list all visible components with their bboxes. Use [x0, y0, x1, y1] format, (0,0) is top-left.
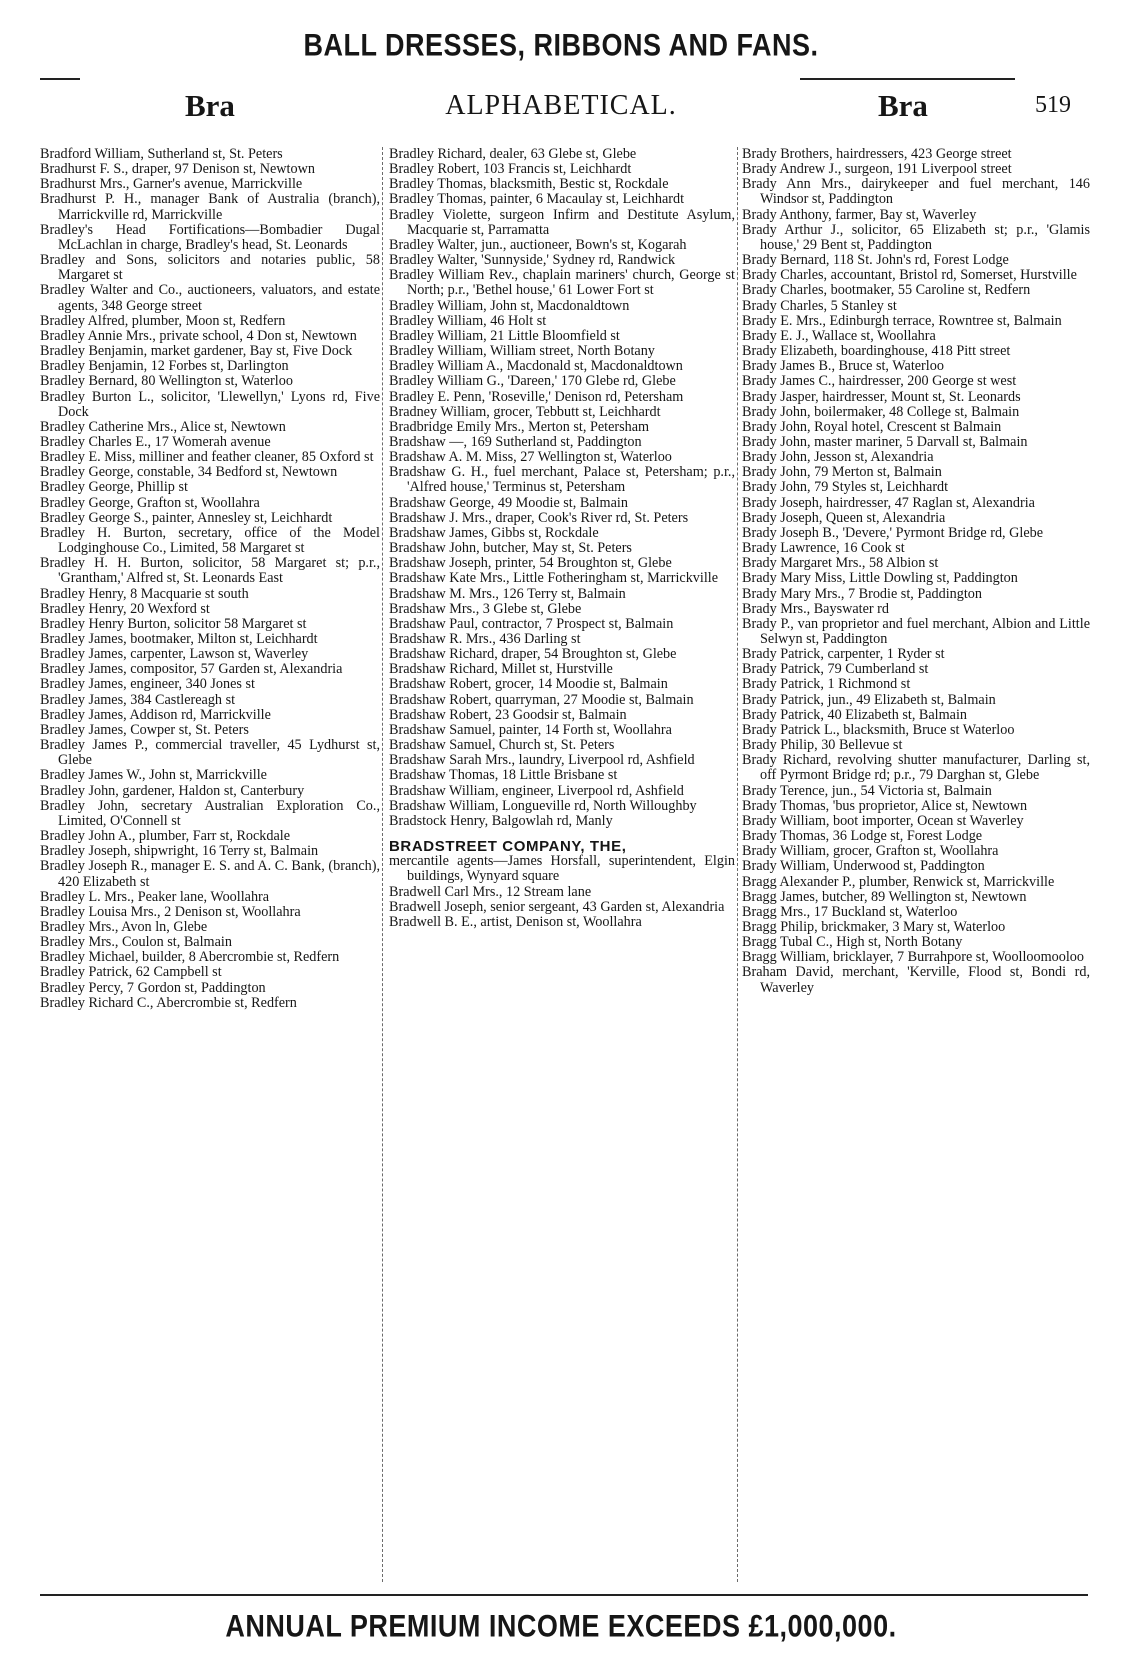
directory-entry: Bradley L. Mrs., Peaker lane, Woollahra	[40, 888, 270, 905]
directory-entry: Bradley Benjamin, 12 Forbes st, Darlington	[40, 358, 289, 375]
directory-entry: Brady William, grocer, Grafton st, Woollahra	[742, 843, 999, 860]
directory-entry: Brady Margaret Mrs., 58 Albion st	[742, 555, 939, 572]
directory-entry: Bradley Michael, builder, 8 Abercrombie st, Redfern	[40, 949, 340, 966]
directory-entry: Bradshaw William, Longueville rd, North Willoughby	[389, 797, 697, 814]
directory-entry: Bradley Walter and Co., auctioneers, valuators, and estate agents, 348 George street	[40, 282, 380, 314]
directory-entry: Brady John, Jesson st, Alexandria	[742, 449, 934, 466]
directory-entry: Bradley Richard, dealer, 63 Glebe st, Glebe	[389, 146, 637, 162]
directory-entry: Brady Brothers, hairdressers, 423 George street	[742, 146, 1012, 162]
directory-entry: Brady Jasper, hairdresser, Mount st, St. Leonards	[742, 388, 1021, 405]
directory-entry: Brady Anthony, farmer, Bay st, Waverley	[742, 206, 977, 223]
directory-entry: Brady Patrick, 40 Elizabeth st, Balmain	[742, 706, 967, 723]
directory-entry: Bradley Percy, 7 Gordon st, Paddington	[40, 979, 266, 996]
directory-entry: Bradbridge Emily Mrs., Merton st, Petersham	[389, 418, 650, 435]
directory-entry: Bragg Alexander P., plumber, Renwick st, Marrickville	[742, 873, 1055, 890]
directory-entry: Bradley James, bootmaker, Milton st, Leichhardt	[40, 631, 318, 647]
directory-entry: Bradwell Carl Mrs., 12 Stream lane	[389, 883, 592, 900]
directory-entry: Bradshaw G. H., fuel merchant, Palace st, Petersham; p.r., 'Alfred house,' Terminus st, Petersham	[389, 464, 735, 496]
directory-entry: Bradley James, 384 Castlereagh st	[40, 691, 236, 708]
directory-entry: Brady Mrs., Bayswater rd	[742, 600, 889, 617]
directory-entry: Bragg William, bricklayer, 7 Burrahpore st, Woolloomooloo	[742, 949, 1084, 966]
directory-entry: Bradley Richard C., Abercrombie st, Redfern	[40, 994, 297, 1011]
directory-entry: mercantile agents—James Horsfall, superintendent, Elgin buildings, Wynyard square	[389, 853, 735, 885]
directory-entry: Bradshaw John, butcher, May st, St. Peters	[389, 540, 632, 557]
directory-entry: Bradshaw Samuel, painter, 14 Forth st, Woollahra	[389, 721, 672, 738]
directory-entry: Bradley's Head Fortifications—Bombadier Dugal McLachlan in charge, Bradley's head, St. Leonards	[40, 221, 380, 253]
directory-entry: Bragg Tubal C., High st, North Botany	[742, 934, 963, 951]
directory-entry: Brady Joseph B., 'Devere,' Pyrmont Bridge rd, Glebe	[742, 524, 1044, 541]
directory-entry: Brady Elizabeth, boardinghouse, 418 Pitt street	[742, 343, 1011, 360]
directory-entry: Bradley George S., painter, Annesley st, Leichhardt	[40, 509, 333, 526]
directory-entry: Bradford William, Sutherland st, St. Peters	[40, 146, 283, 162]
directory-column-2	[389, 147, 735, 930]
directory-entry: Bradley William, 46 Holt st	[389, 312, 547, 329]
directory-entry: Bradshaw Kate Mrs., Little Fotheringham st, Marrickville	[389, 570, 719, 587]
directory-entry: Bradshaw Robert, quarryman, 27 Moodie st, Balmain	[389, 691, 694, 708]
directory-entry: Bradley Annie Mrs., private school, 4 Don st, Newtown	[40, 327, 357, 344]
directory-entry: Bradshaw Richard, Millet st, Hurstville	[389, 661, 613, 678]
directory-entry: Brady Ann Mrs., dairykeeper and fuel merchant, 146 Windsor st, Paddington	[742, 176, 1090, 208]
directory-entry: Brady E. Mrs., Edinburgh terrace, Rowntree st, Balmain	[742, 312, 1062, 329]
directory-entry: Bradley and Sons, solicitors and notaries public, 58 Margaret st	[40, 252, 380, 284]
directory-entry: Brady John, boilermaker, 48 College st, Balmain	[742, 403, 1020, 420]
column-divider-1	[382, 147, 383, 1582]
header-rule-left	[40, 78, 80, 80]
directory-entry: Bradshaw Sarah Mrs., laundry, Liverpool rd, Ashfield	[389, 752, 695, 769]
directory-entry: Braham David, merchant, 'Kerville, Flood st, Bondi rd, Waverley	[742, 964, 1090, 996]
directory-entry: Bradley William, John st, Macdonaldtown	[389, 297, 630, 314]
directory-entry: Brady Joseph, Queen st, Alexandria	[742, 509, 946, 526]
directory-entry: Bradshaw George, 49 Moodie st, Balmain	[389, 494, 628, 511]
directory-entry: Bradley John A., plumber, Farr st, Rockdale	[40, 828, 291, 845]
directory-entry: Bradley Violette, surgeon Infirm and Destitute Asylum, Macquarie st, Parramatta	[389, 206, 735, 238]
directory-entry: Bradhurst F. S., draper, 97 Denison st, Newtown	[40, 161, 315, 178]
directory-entry: Brady Patrick L., blacksmith, Bruce st Waterloo	[742, 721, 1015, 738]
directory-entry: Bradley Thomas, painter, 6 Macaulay st, Leichhardt	[389, 191, 685, 208]
directory-entry: Brady Joseph, hairdresser, 47 Raglan st, Alexandria	[742, 494, 1035, 511]
directory-entry: Bradley Henry Burton, solicitor 58 Margaret st	[40, 615, 307, 632]
directory-entry: Brady Patrick, 1 Richmond st	[742, 676, 911, 693]
directory-entry: Bradley Catherine Mrs., Alice st, Newtown	[40, 418, 286, 435]
directory-entry: Bradshaw Robert, 23 Goodsir st, Balmain	[389, 706, 627, 723]
directory-entry: Bradshaw William, engineer, Liverpool rd, Ashfield	[389, 782, 684, 799]
directory-column-1	[40, 147, 380, 1011]
directory-entry: Bradshaw J. Mrs., draper, Cook's River rd, St. Peters	[389, 509, 689, 526]
directory-entry: Bradshaw James, Gibbs st, Rockdale	[389, 524, 599, 541]
directory-entry: Brady Philip, 30 Bellevue st	[742, 737, 903, 754]
directory-entry: Bradley E. Miss, milliner and feather cleaner, 85 Oxford st	[40, 449, 374, 466]
directory-entry: Bradwell B. E., artist, Denison st, Woollahra	[389, 913, 642, 930]
header-title: ALPHABETICAL.	[445, 90, 677, 121]
top-advertisement-banner: BALL DRESSES, RIBBONS AND FANS.	[303, 27, 819, 63]
directory-entry: Bradstock Henry, Balgowlah rd, Manly	[389, 812, 613, 829]
directory-entry: Bradley George, Phillip st	[40, 479, 188, 496]
directory-entry: Bradley Joseph R., manager E. S. and A. C. Bank, (branch), 420 Elizabeth st	[40, 858, 380, 890]
directory-entry: Bradley Mrs., Coulon st, Balmain	[40, 934, 232, 951]
directory-entry: Brady Patrick, 79 Cumberland st	[742, 661, 929, 678]
directory-entry: Bradley Walter, 'Sunnyside,' Sydney rd, Randwick	[389, 252, 676, 269]
directory-entry: Brady William, Underwood st, Paddington	[742, 858, 985, 875]
directory-entry: Brady Arthur J., solicitor, 65 Elizabeth st; p.r., 'Glamis house,' 29 Bent st, Paddington	[742, 221, 1090, 253]
page-number: 519	[1035, 92, 1071, 118]
directory-entry: Bradley Mrs., Avon ln, Glebe	[40, 918, 208, 935]
directory-entry: Bradley Bernard, 80 Wellington st, Waterloo	[40, 373, 293, 390]
directory-entry: Brady Mary Miss, Little Dowling st, Paddington	[742, 570, 1018, 587]
directory-entry: Bradley James P., commercial traveller, 45 Lydhurst st, Glebe	[40, 737, 380, 769]
directory-entry: Bradley George, constable, 34 Bedford st, Newtown	[40, 464, 338, 481]
directory-entry: Bradshaw Thomas, 18 Little Brisbane st	[389, 767, 618, 784]
directory-entry: Brady Charles, bootmaker, 55 Caroline st, Redfern	[742, 282, 1031, 299]
directory-entry: Bradley John, gardener, Haldon st, Canterbury	[40, 782, 305, 799]
directory-entry: Bradley John, secretary Australian Exploration Co., Limited, O'Connell st	[40, 797, 380, 829]
directory-entry: Bradhurst Mrs., Garner's avenue, Marrickville	[40, 176, 303, 193]
directory-entry: Bradshaw M. Mrs., 126 Terry st, Balmain	[389, 585, 626, 602]
directory-entry: Bragg James, butcher, 89 Wellington st, Newtown	[742, 888, 1027, 905]
directory-entry: Bradley Robert, 103 Francis st, Leichhardt	[389, 161, 632, 178]
directory-entry: Bradley George, Grafton st, Woollahra	[40, 494, 260, 511]
directory-entry: Bradley H. Burton, secretary, office of the Model Lodginghouse Co., Limited, 58 Margaret st	[40, 524, 380, 557]
directory-entry: Bradley Henry, 20 Wexford st	[40, 600, 210, 617]
directory-entry: Bradley Patrick, 62 Campbell st	[40, 964, 222, 981]
directory-entry: Brady E. J., Wallace st, Woollahra	[742, 327, 936, 344]
directory-entry: Brady Mary Mrs., 7 Brodie st, Paddington	[742, 585, 982, 602]
directory-entry: Brady James B., Bruce st, Waterloo	[742, 358, 944, 375]
directory-column-3	[742, 147, 1090, 996]
directory-entry: Bradley Burton L., solicitor, 'Llewellyn,' Lyons rd, Five Dock	[40, 388, 380, 420]
directory-entry: Bradley James, Cowper st, St. Peters	[40, 721, 249, 738]
directory-entry: Bradshaw A. M. Miss, 27 Wellington st, Waterloo	[389, 449, 672, 466]
directory-entry: Brady Charles, accountant, Bristol rd, Somerset, Hurstville	[742, 267, 1077, 284]
directory-entry: Bradley Thomas, blacksmith, Bestic st, Rockdale	[389, 176, 669, 193]
directory-entry: Brady Patrick, jun., 49 Elizabeth st, Balmain	[742, 691, 996, 708]
directory-entry: Bradley William, William street, North Botany	[389, 343, 655, 360]
column-divider-2	[737, 147, 738, 1582]
directory-entry: Brady Thomas, 'bus proprietor, Alice st, Newtown	[742, 797, 1028, 814]
directory-entry: Bradley Alfred, plumber, Moon st, Redfern	[40, 312, 286, 329]
header-rule-right	[800, 78, 1015, 80]
directory-entry: Brady Bernard, 118 St. John's rd, Forest Lodge	[742, 252, 1009, 269]
header-left-guide-word: Bra	[185, 88, 235, 123]
directory-entry: Bradley Charles E., 17 Womerah avenue	[40, 433, 271, 450]
directory-entry: Bradley James W., John st, Marrickville	[40, 767, 267, 784]
directory-entry: Bradney William, grocer, Tebbutt st, Leichhardt	[389, 403, 661, 420]
directory-entry: Bradwell Joseph, senior sergeant, 43 Garden st, Alexandria	[389, 898, 725, 915]
directory-entry: Brady John, master mariner, 5 Darvall st, Balmain	[742, 433, 1028, 450]
directory-entry: Brady John, 79 Styles st, Leichhardt	[742, 479, 949, 496]
directory-entry: Bradshaw Robert, grocer, 14 Moodie st, Balmain	[389, 676, 668, 693]
directory-entry: Bradshaw R. Mrs., 436 Darling st	[389, 631, 581, 647]
directory-entry: Bradshaw Joseph, printer, 54 Broughton st, Glebe	[389, 555, 672, 572]
directory-entry: BRADSTREET COMPANY, THE,	[389, 838, 627, 856]
directory-entry: Bradshaw Mrs., 3 Glebe st, Glebe	[389, 600, 582, 617]
directory-entry: Brady Patrick, carpenter, 1 Ryder st	[742, 646, 945, 663]
directory-entry: Bradley Benjamin, market gardener, Bay st, Five Dock	[40, 343, 353, 360]
directory-entry: Brady John, Royal hotel, Crescent st Balmain	[742, 418, 1002, 435]
directory-entry: Bradshaw Paul, contractor, 7 Prospect st, Balmain	[389, 615, 674, 632]
directory-entry: Bradley William G., 'Dareen,' 170 Glebe rd, Glebe	[389, 373, 676, 390]
directory-entry: Bragg Mrs., 17 Buckland st, Waterloo	[742, 903, 958, 920]
directory-entry: Bradhurst P. H., manager Bank of Australia (branch), Marrickville rd, Marrickville	[40, 191, 380, 223]
footer-rule	[40, 1594, 1088, 1596]
directory-entry: Brady John, 79 Merton st, Balmain	[742, 464, 942, 481]
directory-entry: Bradley James, engineer, 340 Jones st	[40, 676, 255, 693]
directory-entry: Bradley James, carpenter, Lawson st, Waverley	[40, 646, 309, 663]
directory-entry: Brady P., van proprietor and fuel merchant, Albion and Little Selwyn st, Paddington	[742, 615, 1090, 647]
directory-entry: Brady James C., hairdresser, 200 George st west	[742, 373, 1017, 390]
directory-entry: Bradshaw —, 169 Sutherland st, Paddington	[389, 433, 642, 450]
directory-entry: Bradshaw Samuel, Church st, St. Peters	[389, 737, 615, 754]
directory-entry: Bradley Joseph, shipwright, 16 Terry st, Balmain	[40, 843, 319, 860]
directory-entry: Brady Andrew J., surgeon, 191 Liverpool street	[742, 161, 1012, 178]
directory-entry: Brady Charles, 5 Stanley st	[742, 297, 897, 314]
header-right-guide-word: Bra	[878, 88, 928, 123]
directory-entry: Brady Lawrence, 16 Cook st	[742, 540, 905, 557]
directory-entry: Brady Terence, jun., 54 Victoria st, Balmain	[742, 782, 992, 799]
directory-entry: Bradley Louisa Mrs., 2 Denison st, Woollahra	[40, 903, 301, 920]
directory-entry: Bradley Henry, 8 Macquarie st south	[40, 585, 249, 602]
directory-entry: Brady William, boot importer, Ocean st Waverley	[742, 812, 1024, 829]
bottom-advertisement-banner: ANNUAL PREMIUM INCOME EXCEEDS £1,000,000.	[225, 1608, 897, 1644]
directory-entry: Bradshaw Richard, draper, 54 Broughton st, Glebe	[389, 646, 677, 663]
directory-entry: Bradley H. H. Burton, solicitor, 58 Margaret st; p.r., 'Grantham,' Alfred st, St. Leonards East	[40, 555, 380, 587]
directory-entry: Bradley William, 21 Little Bloomfield st	[389, 327, 620, 344]
directory-entry: Bradley James, Addison rd, Marrickville	[40, 706, 271, 723]
directory-entry: Bradley Walter, jun., auctioneer, Bown's st, Kogarah	[389, 236, 687, 253]
directory-entry: Bradley E. Penn, 'Roseville,' Denison rd, Petersham	[389, 388, 684, 405]
directory-entry: Bragg Philip, brickmaker, 3 Mary st, Waterloo	[742, 918, 1006, 935]
directory-entry: Bradley James, compositor, 57 Garden st, Alexandria	[40, 661, 343, 678]
directory-entry: Bradley William Rev., chaplain mariners' church, George st North; p.r., 'Bethel house,' 61 Lower Fort st	[389, 267, 735, 299]
directory-entry: Bradley William A., Macdonald st, Macdonaldtown	[389, 358, 683, 375]
directory-entry: Brady Richard, revolving shutter manufacturer, Darling st, off Pyrmont Bridge rd; p.r., 79 Darghan st, Glebe	[742, 752, 1090, 784]
directory-entry: Brady Thomas, 36 Lodge st, Forest Lodge	[742, 828, 983, 845]
